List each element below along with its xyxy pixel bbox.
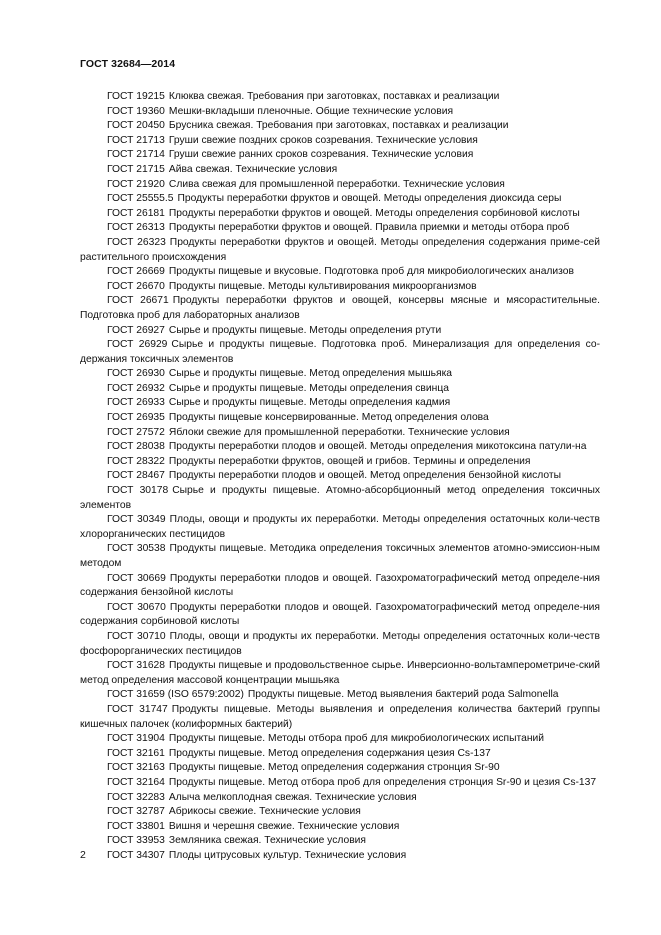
reference-title: Продукты пищевые. Методика определения токсичных элементов атомно-эмиссион-ным методом [80,543,601,569]
reference-item [80,791,600,806]
reference-title: Продукты переработки фруктов и овощей. Методы определения сорбиновой кислоты [168,207,580,219]
reference-item [80,469,600,484]
reference-title: Продукты пищевые и продовольственное сырье. Инверсионно-вольтамперометриче-ский метод определения массовой концентрации мышьяка [80,660,600,686]
reference-title: Продукты пищевые. Методы культивирования микроорганизмов [168,280,477,292]
reference-number: ГОСТ 21714 [107,149,165,161]
reference-item [80,849,600,864]
reference-number: ГОСТ 30710 [107,630,166,642]
reference-title: Груши свежие ранних сроков созревания. Технические условия [168,149,474,161]
reference-title: Продукты переработки фруктов, овощей и грибов. Термины и определения [168,455,531,467]
reference-item [80,105,600,120]
reference-item [80,761,600,776]
reference-number: ГОСТ 34307 [107,849,165,861]
reference-number: ГОСТ 26323 [107,236,166,248]
reference-item [80,207,600,222]
reference-item [80,601,600,630]
reference-number: ГОСТ 26313 [107,222,165,234]
reference-number: ГОСТ 30670 [107,601,166,613]
reference-number: ГОСТ 31904 [107,733,165,745]
reference-number: ГОСТ 30669 [107,572,166,584]
reference-item [80,265,600,280]
reference-title: Айва свежая. Технические условия [168,163,338,175]
reference-item [80,294,600,323]
reference-title: Продукты пищевые. Метод выявления бактерий рода Salmonella [247,689,559,701]
reference-title: Мешки-вкладыши пленочные. Общие технические условия [168,105,454,117]
reference-item [80,280,600,295]
reference-number: ГОСТ 31659 (ISO 6579:2002) [107,689,244,701]
reference-item [80,324,600,339]
reference-number: ГОСТ 32164 [107,776,165,788]
reference-item [80,834,600,849]
reference-number: ГОСТ 27572 [107,426,165,438]
reference-title: Продукты пищевые. Метод определения содержания цезия Cs-137 [168,747,491,759]
reference-number: ГОСТ 32283 [107,791,165,803]
reference-title: Слива свежая для промышленной переработки. Технические условия [168,178,505,190]
reference-title: Плоды цитрусовых культур. Технические условия [168,849,407,861]
reference-item [80,163,600,178]
reference-number: ГОСТ 32163 [107,762,165,774]
reference-item [80,703,600,732]
reference-title: Продукты пищевые. Методы выявления и определения количества бактерий группы кишечных палочек (колиформных бактерий) [80,703,600,730]
reference-item [80,572,600,601]
reference-title: Продукты пищевые и вкусовые. Подготовка проб для микробиологических анализов [168,266,574,278]
normative-references-list [80,90,600,863]
reference-title: Продукты переработки плодов и овощей. Газохроматографический метод определе-ния содержания бензойной кислоты [80,572,600,599]
reference-number: ГОСТ 33953 [107,835,165,847]
reference-item [80,382,600,397]
reference-item [80,776,600,791]
reference-item [80,513,600,542]
reference-item [80,659,600,688]
reference-title: Продукты переработки плодов и овощей. Метод определения бензойной кислоты [168,470,561,482]
document-header: ГОСТ 32684—2014 [80,58,176,70]
reference-title: Плоды, овощи и продукты их переработки. Методы определения остаточных коли-честв хлорорганических пестицидов [80,514,600,540]
reference-title: Сырье и продукты пищевые. Методы определения ртути [168,324,442,336]
reference-item [80,542,600,571]
reference-number: ГОСТ 30538 [107,543,166,555]
reference-title: Клюква свежая. Требования при заготовках, поставках и реализации [168,91,500,102]
reference-item [80,688,600,703]
reference-number: ГОСТ 19215 [107,91,165,102]
reference-item [80,455,600,470]
reference-item [80,367,600,382]
reference-item [80,820,600,835]
reference-number: ГОСТ 26181 [107,207,165,219]
reference-title: Продукты пищевые. Метод определения содержания стронция Sr-90 [168,762,500,774]
reference-number: ГОСТ 28322 [107,455,165,467]
reference-item [80,396,600,411]
reference-number: ГОСТ 26670 [107,280,165,292]
reference-item [80,732,600,747]
reference-title: Алыча мелкоплодная свежая. Технические условия [168,791,417,803]
reference-title: Продукты переработки фруктов и овощей. Правила приемки и методы отбора проб [168,222,570,234]
reference-item [80,119,600,134]
reference-title: Брусника свежая. Требования при заготовках, поставках и реализации [168,120,509,132]
reference-title: Продукты переработки фруктов и овощей, консервы мясные и мясорастительные. Подготовка проб для лабораторных анализов [80,295,600,321]
reference-item [80,630,600,659]
reference-title: Продукты переработки плодов и овощей. Газохроматографический метод определе-ния содержания сорбиновой кислоты [80,601,600,628]
reference-title: Груши свежие поздних сроков созревания. Технические условия [168,134,478,146]
reference-item [80,148,600,163]
reference-number: ГОСТ 21713 [107,134,165,146]
reference-number: ГОСТ 28038 [107,441,165,453]
reference-title: Земляника свежая. Технические условия [168,835,366,847]
reference-number: ГОСТ 19360 [107,105,165,117]
reference-number: ГОСТ 26933 [107,397,165,409]
reference-number: ГОСТ 25555.5 [107,193,174,205]
reference-item [80,134,600,149]
reference-item [80,484,600,513]
reference-number: ГОСТ 26930 [107,368,165,380]
reference-item [80,440,600,455]
reference-item [80,426,600,441]
reference-title: Продукты переработки плодов и овощей. Методы определения микотоксина патули-на [168,441,587,453]
reference-title: Продукты пищевые консервированные. Метод определения олова [168,412,489,424]
reference-item [80,805,600,820]
reference-title: Продукты пищевые. Методы отбора проб для микробиологических испытаний [168,733,545,745]
reference-item [80,236,600,265]
reference-number: ГОСТ 26935 [107,412,165,424]
reference-item [80,178,600,193]
reference-number: ГОСТ 26669 [107,266,165,278]
reference-number: ГОСТ 31628 [107,660,166,672]
reference-item [80,411,600,426]
reference-number: ГОСТ 26929 [107,339,168,351]
reference-title: Сырье и продукты пищевые. Методы определения кадмия [168,397,451,409]
reference-number: ГОСТ 21715 [107,163,165,175]
reference-number: ГОСТ 30349 [107,514,166,526]
reference-item [80,747,600,762]
reference-item [80,338,600,367]
reference-number: ГОСТ 26671 [107,295,169,307]
reference-item [80,192,600,207]
reference-number: ГОСТ 33801 [107,820,165,832]
reference-title: Сырье и продукты пищевые. Методы определения свинца [168,382,449,394]
reference-title: Сырье и продукты пищевые. Подготовка проб. Минерализация для определения со-держания токсичных элементов [80,339,601,365]
reference-title: Сырье и продукты пищевые. Метод определения мышьяка [168,368,453,380]
reference-title: Сырье и продукты пищевые. Атомно-абсорбционный метод определения токсичных элементов [80,485,600,511]
reference-number: ГОСТ 21920 [107,178,165,190]
reference-title: Плоды, овощи и продукты их переработки. Методы определения остаточных коли-честв фосфорорганических пестицидов [80,630,600,657]
reference-title: Продукты переработки фруктов и овощей. Методы определения содержания приме-сей растительного происхождения [80,236,600,263]
reference-title: Абрикосы свежие. Технические условия [168,806,361,818]
reference-item [80,221,600,236]
reference-number: ГОСТ 20450 [107,120,165,132]
reference-item [80,90,600,105]
reference-title: Продукты пищевые. Метод отбора проб для определения стронция Sr-90 и цезия Cs-137 [168,776,597,788]
page-number: 2 [80,849,86,861]
reference-title: Вишня и черешня свежие. Технические условия [168,820,400,832]
reference-number: ГОСТ 31747 [107,703,168,715]
reference-title: Продукты переработки фруктов и овощей. Методы определения диоксида серы [177,193,562,205]
reference-number: ГОСТ 32161 [107,747,165,759]
reference-title: Яблоки свежие для промышленной переработки. Технические условия [168,426,510,438]
reference-number: ГОСТ 28467 [107,470,165,482]
reference-number: ГОСТ 26932 [107,382,165,394]
reference-number: ГОСТ 26927 [107,324,165,336]
reference-number: ГОСТ 30178 [107,485,169,497]
reference-number: ГОСТ 32787 [107,806,165,818]
